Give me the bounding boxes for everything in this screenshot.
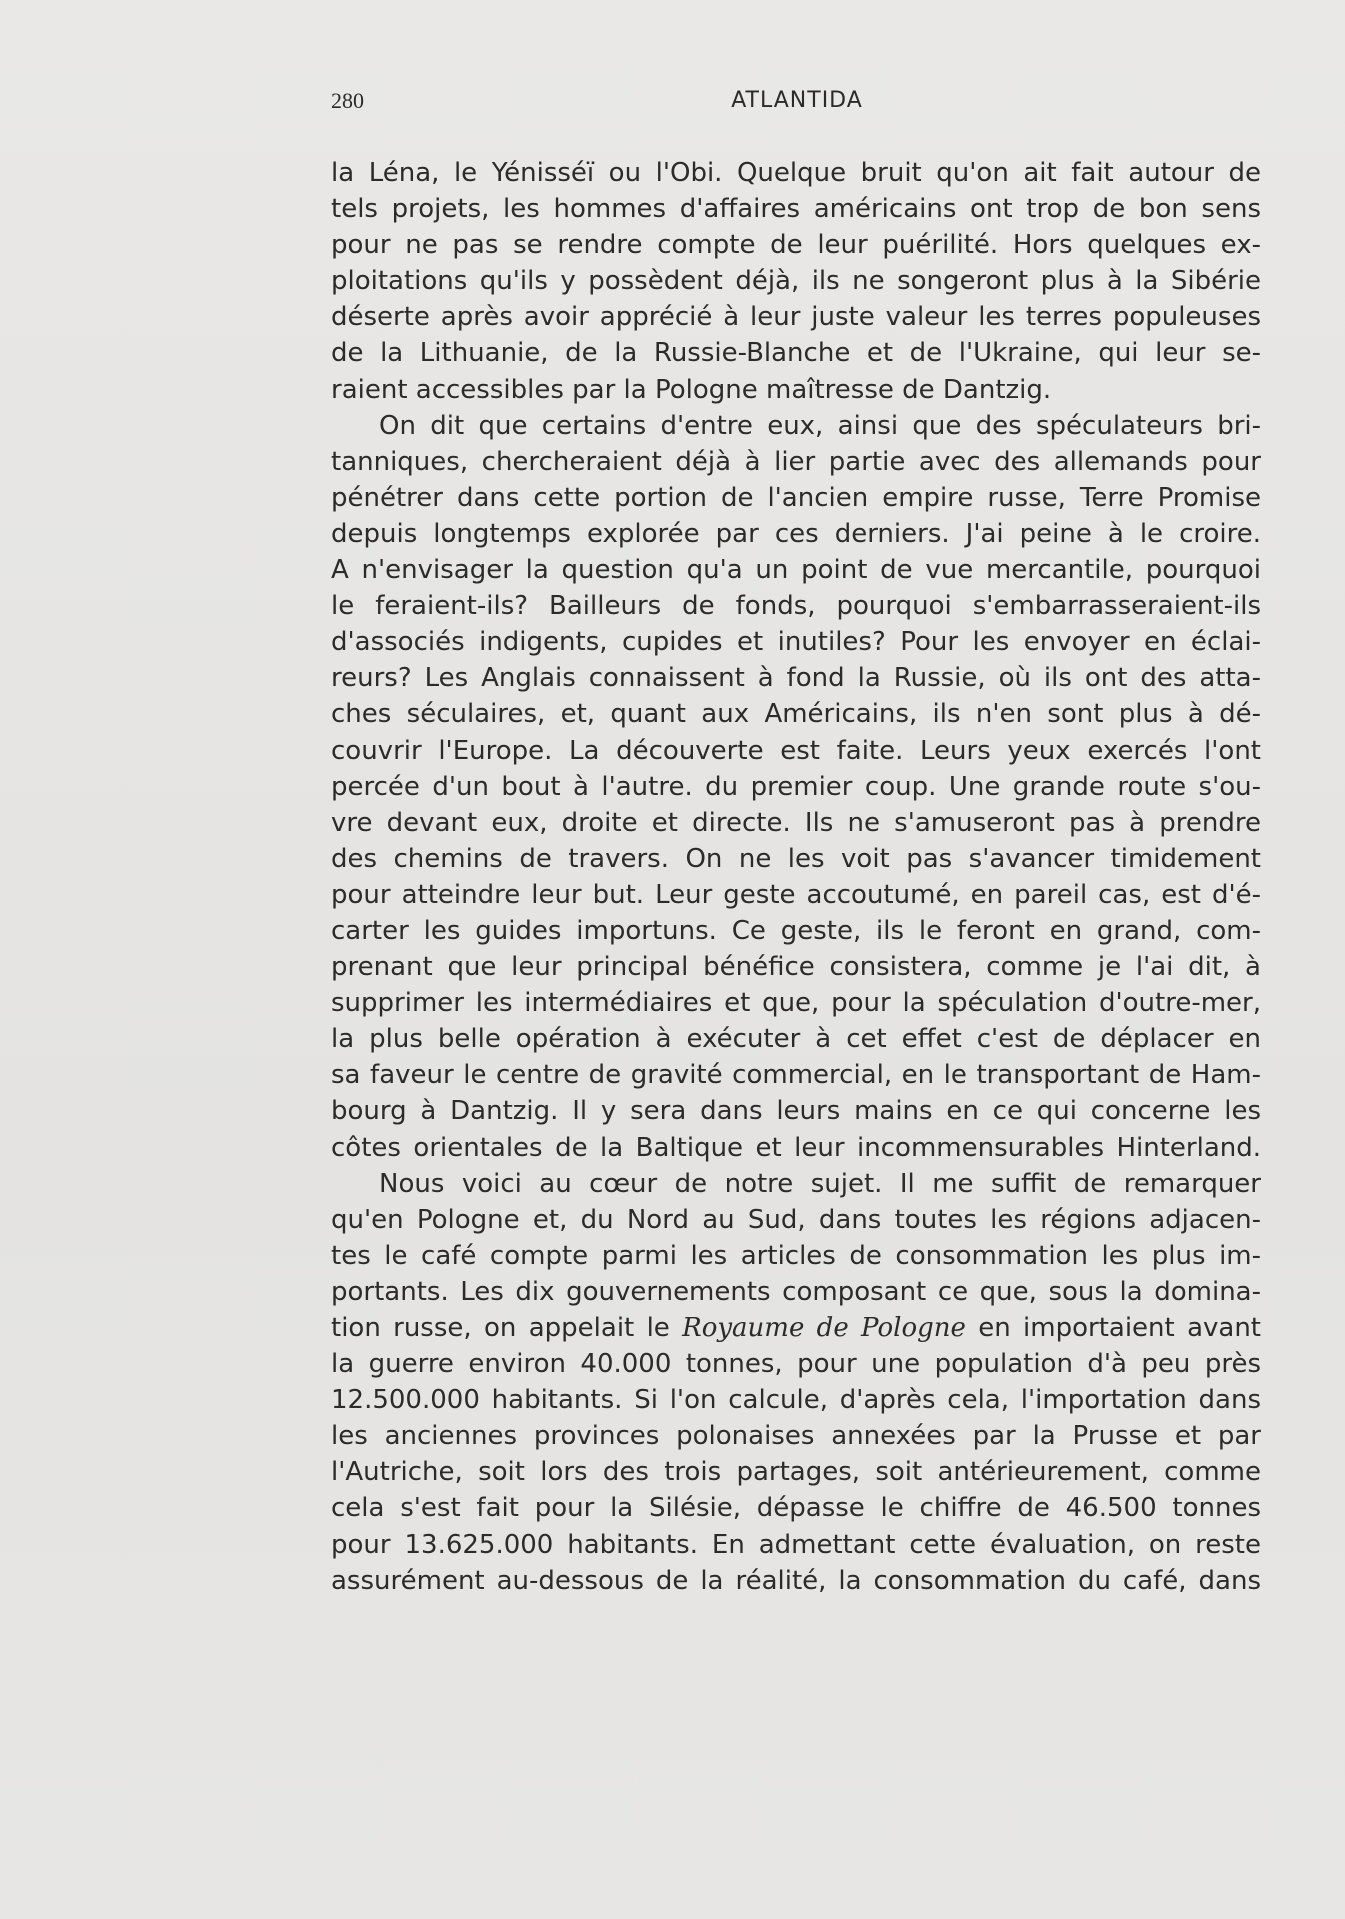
italic-phrase: Royaume de Pologne [682, 1313, 966, 1343]
text-line [331, 841, 1261, 877]
page-number: 280 [331, 88, 364, 113]
text-run: en importaient avant [965, 1313, 1261, 1343]
text-run: pénétrer dans cette portion de l'ancien empire russe, Terre Promise [331, 482, 1261, 513]
text-line [331, 1093, 1261, 1129]
text-run: portants. Les dix gouvernements composant ce que, sous la domina- [331, 1276, 1261, 1307]
text-run: la Léna, le Yénisséï ou l'Obi. Quelque bruit qu'on ait fait autour de [331, 158, 1261, 188]
text-run: la plus belle opération à exécuter à cet effet c'est de déplacer en [331, 1024, 1261, 1055]
text-line [331, 155, 1261, 191]
text-line [331, 949, 1261, 985]
text-line [331, 733, 1261, 769]
text-line [331, 444, 1261, 480]
text-line [331, 299, 1261, 335]
text-run: raient accessibles par la Pologne maîtresse de Dantzig. [331, 374, 1052, 405]
text-line [331, 877, 1261, 913]
text-line [331, 1382, 1261, 1418]
text-line [331, 1130, 1261, 1166]
text-run: couvrir l'Europe. La découverte est faite. Leurs yeux exercés l'ont [331, 735, 1261, 766]
text-run: prenant que leur principal bénéfice consistera, comme je l'ai dit, à [331, 952, 1261, 983]
text-line [331, 805, 1261, 841]
text-run: des chemins de travers. On ne les voit pas s'avancer timidement [331, 843, 1261, 874]
text-line [331, 1166, 1261, 1202]
text-line [331, 480, 1261, 516]
text-run: le feraient-ils? Bailleurs de fonds, pourquoi s'embarrasseraient-ils [331, 591, 1261, 622]
text-line [331, 263, 1261, 299]
text-run: déserte après avoir apprécié à leur juste valeur les terres populeuses [331, 302, 1261, 333]
text-run: l'Autriche, soit lors des trois partages, soit antérieurement, comme [331, 1457, 1261, 1488]
text-line [331, 1310, 1261, 1346]
text-line [331, 516, 1261, 552]
text-run: tanniques, chercheraient déjà à lier partie avec des allemands pour [331, 446, 1261, 477]
text-line [331, 588, 1261, 624]
text-line [331, 408, 1261, 444]
text-run: ches séculaires, et, quant aux Américains, ils n'en sont plus à dé- [331, 699, 1261, 730]
text-run: reurs? Les Anglais connaissent à fond la Russie, où ils ont des atta- [331, 663, 1261, 694]
text-line [331, 1418, 1261, 1454]
text-run: 12.500.000 habitants. Si l'on calcule, d'après cela, l'importation dans [331, 1385, 1261, 1416]
text-run: pour atteindre leur but. Leur geste accoutumé, en pareil cas, est d'é- [331, 879, 1261, 910]
text-run: supprimer les intermédiaires et que, pour la spéculation d'outre-mer, [331, 988, 1261, 1019]
text-run: assurément au-dessous de la réalité, la consommation du café, dans [331, 1565, 1261, 1596]
text-run: côtes orientales de la Baltique et leur incommensurables Hinterland. [331, 1132, 1261, 1163]
text-line [331, 552, 1261, 588]
text-line [331, 1274, 1261, 1310]
text-run: cela s'est fait pour la Silésie, dépasse le chiffre de 46.500 tonnes [331, 1493, 1261, 1524]
text-run: A n'envisager la question qu'a un point de vue mercantile, pourquoi [331, 555, 1261, 586]
text-line [331, 1454, 1261, 1490]
text-line [331, 191, 1261, 227]
text-run: tion russe, on appelait le [331, 1313, 683, 1343]
page-header [331, 88, 1263, 128]
text-run: Nous voici au cœur de notre sujet. Il me suffit de remarquer [379, 1168, 1261, 1199]
text-line [331, 660, 1261, 696]
text-line [331, 227, 1261, 263]
text-line [331, 1202, 1261, 1238]
text-run: d'associés indigents, cupides et inutiles? Pour les envoyer en éclai- [331, 627, 1261, 658]
text-line [331, 1057, 1261, 1093]
text-line [331, 696, 1261, 732]
text-line [331, 335, 1261, 371]
text-line [331, 1346, 1261, 1382]
text-line [331, 913, 1261, 949]
text-run: tels projets, les hommes d'affaires américains ont trop de bon sens [331, 194, 1261, 225]
text-run: carter les guides importuns. Ce geste, ils le feront en grand, com- [331, 915, 1261, 946]
text-run: depuis longtemps explorée par ces derniers. J'ai peine à le croire. [331, 518, 1261, 549]
text-run: pour ne pas se rendre compte de leur puérilité. Hors quelques ex- [331, 230, 1261, 261]
text-line [331, 624, 1261, 660]
text-line [331, 372, 1261, 408]
text-run: ploitations qu'ils y possèdent déjà, ils ne songeront plus à la Sibérie [331, 266, 1261, 297]
text-line [331, 1563, 1261, 1599]
text-run: qu'en Pologne et, du Nord au Sud, dans toutes les régions adjacen- [331, 1204, 1261, 1235]
text-run: tes le café compte parmi les articles de consommation les plus im- [331, 1240, 1261, 1271]
text-run: la guerre environ 40.000 tonnes, pour une population d'à peu près [331, 1349, 1261, 1380]
text-line [331, 985, 1261, 1021]
text-line [331, 1021, 1261, 1057]
text-line [331, 769, 1261, 805]
text-line [331, 1238, 1261, 1274]
running-title: ATLANTIDA [731, 88, 863, 113]
text-run: de la Lithuanie, de la Russie-Blanche et de l'Ukraine, qui leur se- [331, 338, 1261, 369]
text-line [331, 1527, 1261, 1563]
text-run: pour 13.625.000 habitants. En admettant cette évaluation, on reste [331, 1529, 1261, 1560]
text-run: percée d'un bout à l'autre. du premier coup. Une grande route s'ou- [331, 771, 1261, 802]
text-line [331, 1490, 1261, 1526]
text-run: sa faveur le centre de gravité commercial, en le transportant de Ham- [331, 1060, 1261, 1091]
body-text [331, 155, 1261, 1599]
text-run: On dit que certains d'entre eux, ainsi que des spéculateurs bri- [379, 410, 1261, 441]
text-run: vre devant eux, droite et directe. Ils ne s'amuseront pas à prendre [331, 807, 1261, 838]
text-run: les anciennes provinces polonaises annexées par la Prusse et par [331, 1421, 1261, 1452]
text-run: bourg à Dantzig. Il y sera dans leurs mains en ce qui concerne les [331, 1096, 1261, 1127]
